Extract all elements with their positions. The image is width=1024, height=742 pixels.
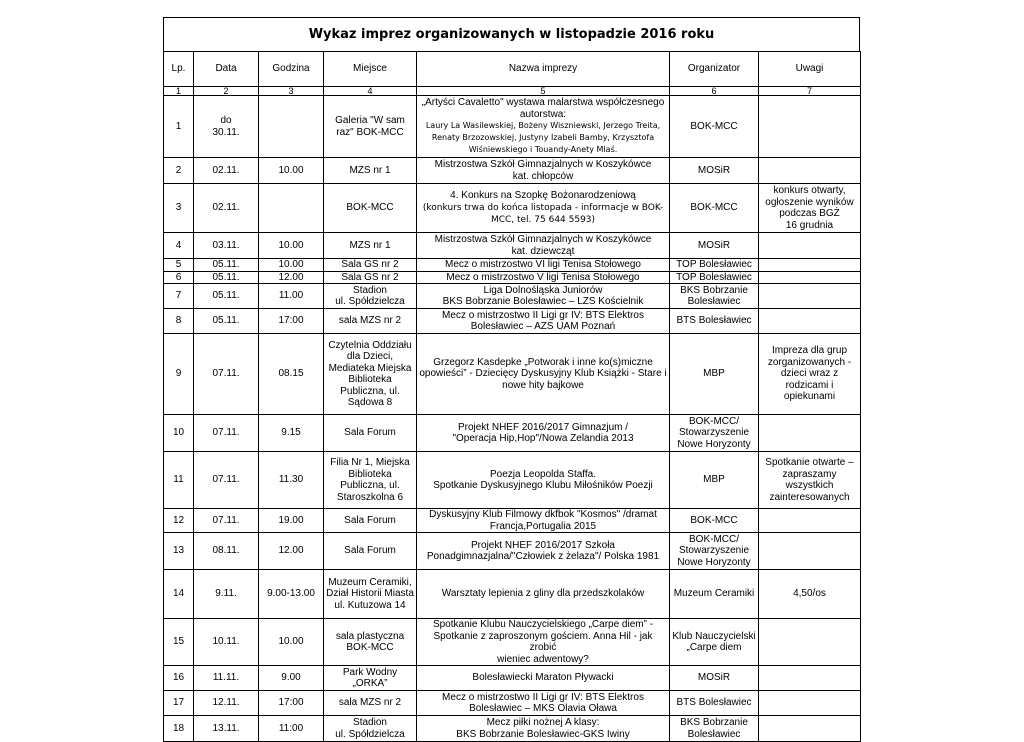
- column-number: 1: [164, 87, 194, 96]
- header-data: Data: [194, 52, 259, 87]
- event-name: Mecz o mistrzostwo II Ligi gr IV: BTS Elektros Bolesławiec – AZS UAM Poznań: [442, 309, 644, 332]
- cell-lp: 7: [164, 284, 194, 309]
- event-name: Warsztaty lepienia z gliny dla przedszkolaków: [441, 588, 645, 600]
- cell-godzina: 08.15: [259, 334, 324, 415]
- cell-organizator: TOP Bolesławiec: [670, 271, 759, 284]
- cell-godzina: [259, 96, 324, 158]
- cell-organizator: BOK-MCC/ Stowarzyszenie Nowe Horyzonty: [670, 415, 759, 452]
- cell-lp: 1: [164, 96, 194, 158]
- table-row: [164, 570, 861, 619]
- header-nazwa: Nazwa imprezy: [417, 52, 670, 87]
- cell-godzina: 9.15: [259, 415, 324, 452]
- cell-data: 05.11.: [194, 259, 259, 272]
- cell-uwagi: [759, 259, 861, 272]
- cell-lp: 16: [164, 666, 194, 691]
- cell-uwagi: [759, 415, 861, 452]
- event-name: Projekt NHEF 2016/2017 Gimnazjum / "Operacja Hip,Hop"/Nowa Zelandia 2013: [452, 421, 634, 444]
- event-details: Laury La Wasilewskiej, Bożeny Wiszniewski, Jerzego Treita, Renaty Brzozowskiej, Justyny Izabeli Bamby, Krzysztofa Wiśniewskiego i Touandy-Anety Mlaś.: [425, 121, 661, 154]
- cell-uwagi: [759, 158, 861, 184]
- cell-godzina: 17:00: [259, 309, 324, 334]
- cell-lp: 12: [164, 509, 194, 533]
- cell-uwagi: [759, 309, 861, 334]
- cell-lp: 6: [164, 271, 194, 284]
- cell-uwagi: [759, 666, 861, 691]
- cell-godzina: 11.00: [259, 284, 324, 309]
- cell-organizator: MOSiR: [670, 158, 759, 184]
- cell-organizator: BOK-MCC: [670, 509, 759, 533]
- cell-uwagi: [759, 533, 861, 570]
- cell-data: 07.11.: [194, 509, 259, 533]
- cell-data: 07.11.: [194, 415, 259, 452]
- event-name: Bolesławiecki Maraton Pływacki: [472, 672, 614, 684]
- cell-miejsce: MZS nr 1: [324, 158, 417, 184]
- cell-uwagi: 4,50/os: [759, 570, 861, 619]
- cell-data: 9.11.: [194, 570, 259, 619]
- cell-lp: 18: [164, 716, 194, 742]
- cell-uwagi: [759, 716, 861, 742]
- cell-lp: 15: [164, 619, 194, 666]
- cell-organizator: MBP: [670, 334, 759, 415]
- cell-lp: 8: [164, 309, 194, 334]
- event-name: Mistrzostwa Szkół Gimnazjalnych w Koszykówce kat. chłopców: [434, 159, 652, 182]
- cell-data: 13.11.: [194, 716, 259, 742]
- column-number: 7: [759, 87, 861, 96]
- cell-data: 07.11.: [194, 452, 259, 509]
- cell-uwagi: [759, 691, 861, 716]
- cell-godzina: 10.00: [259, 619, 324, 666]
- table-row: [164, 309, 861, 334]
- cell-lp: 3: [164, 184, 194, 233]
- cell-nazwa: [417, 284, 670, 309]
- cell-miejsce: sala plastyczna BOK-MCC: [324, 619, 417, 666]
- cell-miejsce: sala MZS nr 2: [324, 691, 417, 716]
- cell-lp: 4: [164, 233, 194, 259]
- title-box: [163, 17, 860, 51]
- cell-lp: 14: [164, 570, 194, 619]
- cell-godzina: 12.00: [259, 533, 324, 570]
- cell-miejsce: Park Wodny „ORKA”: [324, 666, 417, 691]
- cell-data: 05.11.: [194, 309, 259, 334]
- cell-lp: 11: [164, 452, 194, 509]
- cell-organizator: TOP Bolesławiec: [670, 259, 759, 272]
- cell-organizator: BTS Bolesławiec: [670, 691, 759, 716]
- cell-organizator: MBP: [670, 452, 759, 509]
- cell-lp: 5: [164, 259, 194, 272]
- cell-godzina: 11.30: [259, 452, 324, 509]
- cell-organizator: BOK-MCC: [670, 184, 759, 233]
- cell-godzina: [259, 184, 324, 233]
- cell-nazwa: [417, 96, 670, 158]
- document-title: Wykaz imprez organizowanych w listopadzie 2016 roku: [308, 27, 715, 42]
- table-row: [164, 691, 861, 716]
- cell-nazwa: [417, 716, 670, 742]
- column-number: 4: [324, 87, 417, 96]
- cell-organizator: BOK-MCC/ Stowarzyszenie Nowe Horyzonty: [670, 533, 759, 570]
- cell-miejsce: Sala GS nr 2: [324, 259, 417, 272]
- header-organizator: Organizator: [670, 52, 759, 87]
- cell-organizator: BKS Bobrzanie Bolesławiec: [670, 716, 759, 742]
- event-name: Grzegorz Kasdepke „Potworak i inne ko(s)miczne opowieści” - Dziecięcy Dyskusyjny Klub Książki - Stare i nowe hity bajkowe: [419, 356, 667, 391]
- cell-nazwa: [417, 334, 670, 415]
- header-godzina: Godzina: [259, 52, 324, 87]
- cell-miejsce: Sala GS nr 2: [324, 271, 417, 284]
- cell-nazwa: [417, 415, 670, 452]
- cell-uwagi: Impreza dla grup zorganizowanych - dzieci wraz z rodzicami i opiekunami: [759, 334, 861, 415]
- column-number: 3: [259, 87, 324, 96]
- cell-organizator: Muzeum Ceramiki: [670, 570, 759, 619]
- cell-godzina: 11:00: [259, 716, 324, 742]
- cell-data: 05.11.: [194, 284, 259, 309]
- cell-data: 07.11.: [194, 334, 259, 415]
- event-name: Dyskusyjny Klub Filmowy dkfbok "Kosmos" /dramat Francja,Portugalia 2015: [429, 509, 657, 532]
- cell-data: 05.11.: [194, 271, 259, 284]
- cell-lp: 17: [164, 691, 194, 716]
- table-row: [164, 259, 861, 272]
- table-row: [164, 184, 861, 233]
- column-number: 5: [417, 87, 670, 96]
- cell-godzina: 10.00: [259, 233, 324, 259]
- cell-data: 02.11.: [194, 184, 259, 233]
- cell-organizator: BOK-MCC: [670, 96, 759, 158]
- cell-uwagi: [759, 233, 861, 259]
- table-row: [164, 666, 861, 691]
- cell-lp: 2: [164, 158, 194, 184]
- cell-godzina: 17:00: [259, 691, 324, 716]
- table-row: [164, 452, 861, 509]
- cell-data: 02.11.: [194, 158, 259, 184]
- cell-godzina: 9.00: [259, 666, 324, 691]
- cell-nazwa: [417, 509, 670, 533]
- event-name: Poezja Leopolda Staffa. Spotkanie Dyskusyjnego Klubu Miłośników Poezji: [433, 468, 653, 491]
- event-name: Mecz o mistrzostwo V ligi Tenisa Stołowego: [446, 271, 640, 283]
- cell-nazwa: [417, 271, 670, 284]
- cell-organizator: MOSiR: [670, 233, 759, 259]
- cell-data: 08.11.: [194, 533, 259, 570]
- column-number: 2: [194, 87, 259, 96]
- table-row: [164, 415, 861, 452]
- cell-nazwa: [417, 452, 670, 509]
- cell-uwagi: [759, 96, 861, 158]
- cell-miejsce: MZS nr 1: [324, 233, 417, 259]
- table-row: [164, 284, 861, 309]
- events-table: [163, 51, 861, 742]
- table-row: [164, 233, 861, 259]
- cell-data: do 30.11.: [194, 96, 259, 158]
- cell-uwagi: [759, 509, 861, 533]
- cell-organizator: BTS Bolesławiec: [670, 309, 759, 334]
- table-row: [164, 716, 861, 742]
- cell-nazwa: [417, 184, 670, 233]
- cell-data: 10.11.: [194, 619, 259, 666]
- cell-miejsce: Stadion ul. Spółdzielcza: [324, 284, 417, 309]
- cell-nazwa: [417, 233, 670, 259]
- event-name: Mistrzostwa Szkół Gimnazjalnych w Koszykówce kat. dziewcząt: [434, 234, 652, 257]
- cell-data: 11.11.: [194, 666, 259, 691]
- cell-lp: 9: [164, 334, 194, 415]
- column-number: 6: [670, 87, 759, 96]
- table-row: [164, 158, 861, 184]
- event-name: Mecz o mistrzostwo II Ligi gr IV: BTS Elektros Bolesławiec – MKS Olavia Oława: [442, 691, 644, 714]
- cell-miejsce: BOK-MCC: [324, 184, 417, 233]
- event-name: Projekt NHEF 2016/2017 Szkoła Ponadgimnazjalna/"Człowiek z żelaza"/ Polska 1981: [426, 539, 660, 562]
- header-uwagi: Uwagi: [759, 52, 861, 87]
- event-name: Spotkanie Klubu Nauczycielskiego „Carpe diem” - Spotkanie z zaproszonym gościem. Anna Hil - jak zrobić wieniec adwentowy?: [432, 619, 654, 665]
- cell-uwagi: [759, 284, 861, 309]
- cell-uwagi: [759, 619, 861, 666]
- header-row: [164, 52, 861, 87]
- cell-nazwa: [417, 309, 670, 334]
- table-row: [164, 96, 861, 158]
- cell-data: 03.11.: [194, 233, 259, 259]
- cell-miejsce: Filia Nr 1, Miejska Biblioteka Publiczna, ul. Staroszkolna 6: [324, 452, 417, 509]
- cell-godzina: 19.00: [259, 509, 324, 533]
- cell-miejsce: Galeria "W sam raz" BOK-MCC: [324, 96, 417, 158]
- events-document: [163, 17, 860, 742]
- event-name: Mecz piłki nożnej A klasy: BKS Bobrzanie Bolesławiec-GKS Iwiny: [456, 717, 630, 740]
- cell-nazwa: [417, 666, 670, 691]
- cell-miejsce: Sala Forum: [324, 509, 417, 533]
- cell-nazwa: [417, 691, 670, 716]
- cell-uwagi: konkurs otwarty, ogłoszenie wyników podczas BGŻ 16 grudnia: [759, 184, 861, 233]
- header-lp: Lp.: [164, 52, 194, 87]
- event-name: 4. Konkurs na Szopkę Bożonarodzeniową: [450, 190, 636, 202]
- cell-miejsce: Stadion ul. Spółdzielcza: [324, 716, 417, 742]
- cell-miejsce: Sala Forum: [324, 533, 417, 570]
- table-row: [164, 533, 861, 570]
- cell-nazwa: [417, 533, 670, 570]
- cell-uwagi: [759, 271, 861, 284]
- event-name: Liga Dolnośląska Juniorów BKS Bobrzanie Bolesławiec – LZS Kościelnik: [442, 284, 644, 307]
- cell-organizator: BKS Bobrzanie Bolesławiec: [670, 284, 759, 309]
- cell-uwagi: Spotkanie otwarte – zapraszamy wszystkich zainteresowanych: [759, 452, 861, 509]
- cell-nazwa: [417, 158, 670, 184]
- table-row: [164, 509, 861, 533]
- cell-miejsce: Czytelnia Oddziału dla Dzieci, Mediateka Miejska Biblioteka Publiczna, ul. Sądowa 8: [324, 334, 417, 415]
- column-number-row: [164, 87, 861, 96]
- table-row: [164, 271, 861, 284]
- cell-organizator: MOSiR: [670, 666, 759, 691]
- table-row: [164, 619, 861, 666]
- event-name: Mecz o mistrzostwo VI ligi Tenisa Stołowego: [444, 259, 641, 270]
- header-miejsce: Miejsce: [324, 52, 417, 87]
- event-name: „Artyści Cavaletto" wystawa malarstwa współczesnego autorstwa:: [421, 97, 665, 120]
- cell-lp: 10: [164, 415, 194, 452]
- cell-data: 12.11.: [194, 691, 259, 716]
- cell-godzina: 12.00: [259, 271, 324, 284]
- cell-miejsce: Sala Forum: [324, 415, 417, 452]
- cell-godzina: 10.00: [259, 259, 324, 272]
- cell-organizator: Klub Nauczycielski „Carpe diem: [670, 619, 759, 666]
- cell-godzina: 9.00-13.00: [259, 570, 324, 619]
- cell-godzina: 10.00: [259, 158, 324, 184]
- cell-miejsce: Muzeum Ceramiki, Dział Historii Miasta ul. Kutuzowa 14: [324, 570, 417, 619]
- event-details: (konkurs trwa do końca listopada - informacje w BOK- MCC, tel. 75 644 5593): [422, 202, 664, 225]
- cell-nazwa: [417, 619, 670, 666]
- table-row: [164, 334, 861, 415]
- cell-lp: 13: [164, 533, 194, 570]
- cell-miejsce: sala MZS nr 2: [324, 309, 417, 334]
- cell-nazwa: [417, 259, 670, 272]
- cell-nazwa: [417, 570, 670, 619]
